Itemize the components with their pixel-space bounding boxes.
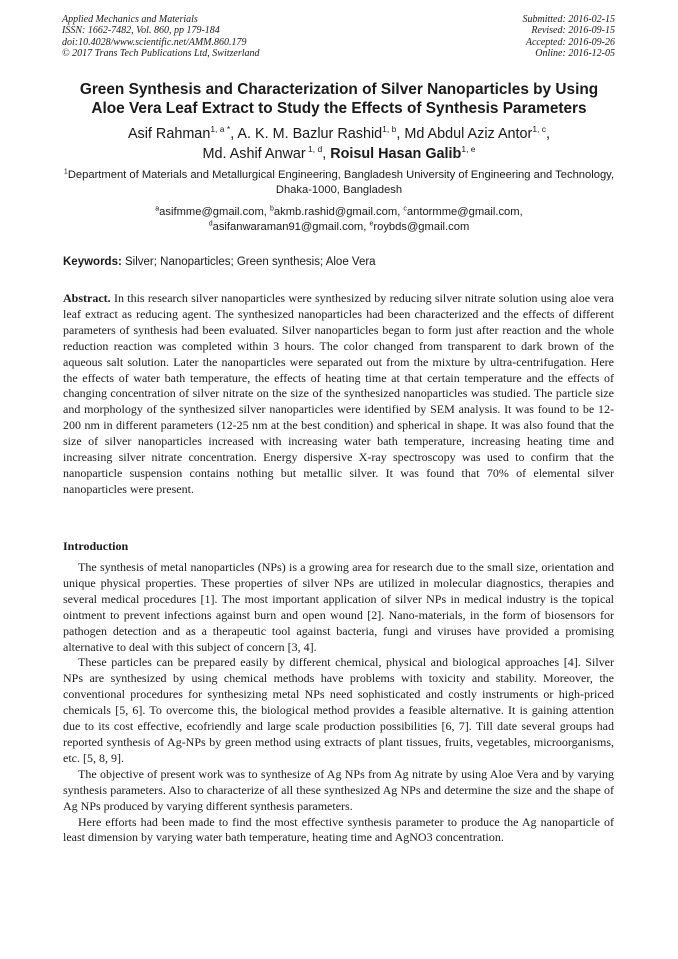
- email-marker: e: [369, 219, 374, 227]
- intro-paragraph: Here efforts had been made to find the most effective synthesis parameter to produce the Ag nanoparticle of least dimension by varying water bath temperature, heating time and AgNO3 concentration.: [63, 814, 614, 845]
- journal-info: [62, 14, 260, 60]
- author-affil-marker: 1, a *: [210, 124, 231, 135]
- date-revised: Revised: 2016-09-15: [531, 25, 615, 37]
- author-separator: ,: [322, 146, 331, 162]
- author-affil-marker: 1, c: [532, 124, 547, 135]
- intro-paragraph: These particles can be prepared easily by different chemical, physical and biological approaches [4]. Silver NPs are synthesized by using chemical methods have problems with toxicity and stability. Moreover, the conventional procedures for synthesizing metal NPs need sophisticated and costly instruments or high-priced chemicals [5, 6]. To overcome this, the biological method provides a feasible alternative. It is gaining attention due to its cost effective, ecofriendly and large scale production possibilities [6, 7]. Till date several groups had reported synthesis of Ag-NPs by green method using extracts of plant tissues, fruits, vegetables, microorganisms, etc. [5, 8, 9].: [63, 655, 614, 765]
- author-affil-marker: 1, e: [461, 144, 476, 155]
- date-online: Online: 2016-12-05: [535, 48, 615, 60]
- author-line-1: [40, 124, 638, 144]
- copyright-notice: © 2017 Trans Tech Publications Ltd, Switzerland: [62, 48, 260, 60]
- abstract-text: In this research silver nanoparticles were synthesized by reducing silver nitrate solution using aloe vera leaf extract as reducing agent. The synthesized nanoparticles had been characterized and the effects of different parameters of synthesis had been evaluated. Silver nanoparticles began to form just after reaction and the whole reduction reaction was completed within 3 hours. The color changed from transparent to dark brown of the aqueous salt solution. Later the nanoparticles were separated out from the mixture by ultra-centrifugation. Here the effects of water bath temperature, the effects of heating time at that certain temperature and the effects of changing concentration of silver nitrate on the size of the synthesized nanoparticles was studied. The particle size and morphology of the synthesized silver nanoparticles were identified by SEM analysis. It was found to be 12-200 nm in different parameters (12-25 nm at the best condition) and spherical in shape. It was also found that the size of silver nanoparticles increased with increasing water bath temperature, increasing heating time and increasing silver nitrate concentration. Energy dispersive X-ray spectroscopy was used to confirm that the nanoparticle suspension contains nothing but metallic silver. It was found that 70% of elemental silver nanoparticles were present.: [63, 291, 615, 496]
- author-name: Roisul Hasan Galib: [330, 146, 462, 162]
- email-address[interactable]: asifmme@gmail.com: [159, 206, 264, 218]
- email-separator: ,: [263, 206, 270, 218]
- article-doi[interactable]: doi:10.4028/www.scientific.net/AMM.860.179: [62, 36, 247, 48]
- email-address[interactable]: antormme@gmail.com: [406, 206, 520, 218]
- author-separator: ,: [230, 126, 238, 142]
- email-marker: b: [270, 205, 274, 213]
- date-accepted: Accepted: 2016-09-26: [525, 36, 615, 48]
- author-name: A. K. M. Bazlur Rashid: [237, 126, 383, 142]
- email-address[interactable]: akmb.rashid@gmail.com: [273, 206, 398, 218]
- affiliation-marker: 1: [63, 168, 68, 176]
- author-line-2: [40, 144, 638, 164]
- introduction-body: [63, 560, 614, 846]
- abstract: [63, 291, 614, 498]
- journal-issn: ISSN: 1662-7482, Vol. 860, pp 179-184: [62, 25, 220, 37]
- email-marker: a: [155, 205, 160, 213]
- title-line-1: Green Synthesis and Characterization of Silver Nanoparticles by Using: [79, 81, 599, 98]
- title-line-2: Aloe Vera Leaf Extract to Study the Effects of Synthesis Parameters: [91, 100, 587, 117]
- email-line-1: [60, 205, 618, 220]
- abstract-paragraph: [63, 291, 614, 498]
- intro-paragraph: The objective of present work was to synthesize of Ag NPs from Ag nitrate by using Aloe Vera and by varying synthesis parameters. Also to characterize of all these synthesized Ag NPs and determine the size and the shape of Ag NPs produced by varying different synthesis parameters.: [63, 766, 614, 813]
- keywords-label: Keywords:: [63, 256, 122, 268]
- email-list: [60, 205, 618, 234]
- author-separator: ,: [396, 126, 405, 142]
- author-name: Md Abdul Aziz Antor: [404, 126, 533, 142]
- paper-title: [40, 80, 638, 118]
- email-address[interactable]: asifanwaraman91@gmail.com: [212, 220, 364, 233]
- email-marker: c: [403, 205, 407, 213]
- email-address[interactable]: roybds@gmail.com: [373, 220, 470, 233]
- author-affil-marker: 1, b: [382, 124, 397, 135]
- keywords: [63, 256, 376, 268]
- email-marker: d: [208, 219, 213, 227]
- date-submitted: Submitted: 2016-02-15: [522, 14, 615, 25]
- journal-name: Applied Mechanics and Materials: [62, 14, 198, 25]
- author-name: Asif Rahman: [127, 126, 211, 142]
- introduction-heading: Introduction: [63, 539, 129, 553]
- author-separator: ,: [546, 126, 551, 142]
- abstract-label: Abstract.: [63, 291, 111, 305]
- affiliation: [60, 168, 618, 198]
- author-affil-marker: 1, d: [305, 144, 323, 155]
- author-name: Md. Ashif Anwar: [202, 146, 306, 162]
- publication-dates: [523, 14, 616, 60]
- author-list: [40, 124, 638, 164]
- affiliation-text: Department of Materials and Metallurgical Engineering, Bangladesh University of Engineering and Technology, Dhaka-1000, Bangladesh: [67, 169, 615, 196]
- intro-paragraph: The synthesis of metal nanoparticles (NPs) is a growing area for research due to the small size, orientation and unique physical properties. These properties of silver NPs are utilized in molecular diagnostics, therapies and several medical procedures [1]. The most important application of silver NPs in medical industry is the topical ointment to prevent infections against burn and open wound [2]. Nano-materials, in the form of biosensors for pathogen detection and as a therapeutic tool against bacteria, fungi and viruses have provided a promising alternative to deal with this subject of concern [3, 4].: [63, 560, 614, 654]
- email-separator: ,: [397, 206, 404, 218]
- email-line-2: [60, 220, 618, 235]
- keywords-text: Silver; Nanoparticles; Green synthesis; Aloe Vera: [125, 256, 376, 268]
- email-separator: ,: [363, 220, 370, 233]
- email-separator: ,: [519, 206, 523, 218]
